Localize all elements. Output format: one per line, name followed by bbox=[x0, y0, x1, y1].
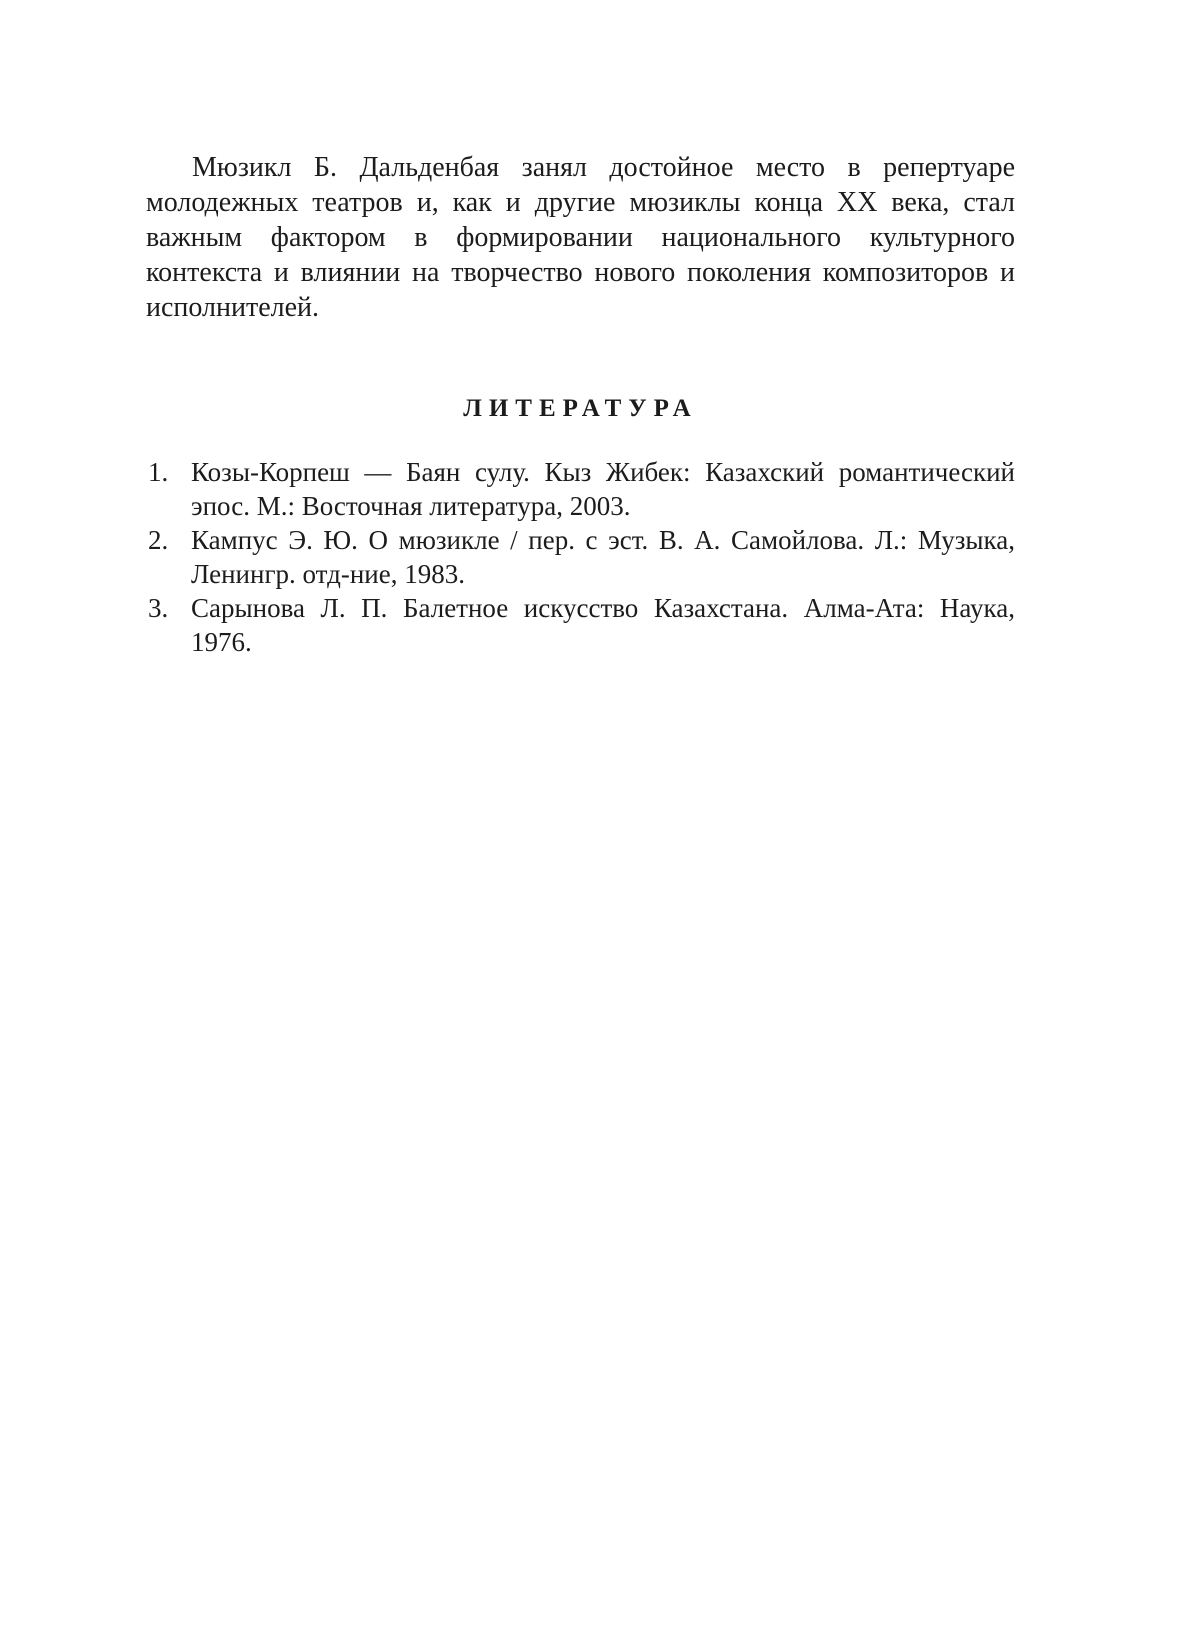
reference-text: Козы-Корпеш — Баян сулу. Кыз Жибек: Казахский романтический эпос. М.: Восточная литература, 2003. bbox=[191, 457, 1015, 521]
body-paragraph: Мюзикл Б. Дальденбая занял достойное место в репертуаре молодежных театров и, как и другие мюзиклы конца XX века, стал важным фактором в формировании национального культурного контекста и влиянии на творчество нового поколения композиторов и исполнителей. bbox=[146, 152, 1015, 323]
reference-text: Сарынова Л. П. Балетное искусство Казахстана. Алма-Ата: Наука, 1976. bbox=[191, 593, 1015, 657]
section-title-literature: ЛИТЕРАТУРА bbox=[463, 395, 698, 422]
references-list bbox=[146, 455, 1015, 659]
reference-text: Кампус Э. Ю. О мюзикле / пер. с эст. В. А. Самойлова. Л.: Музыка, Ленингр. отд-ние, 1983. bbox=[191, 525, 1015, 589]
reference-number: 3. bbox=[148, 593, 169, 623]
reference-item bbox=[146, 455, 1015, 523]
reference-number: 2. bbox=[148, 525, 169, 555]
reference-item bbox=[146, 591, 1015, 659]
document-page bbox=[0, 0, 1200, 659]
reference-item bbox=[146, 523, 1015, 591]
reference-number: 1. bbox=[148, 457, 169, 487]
